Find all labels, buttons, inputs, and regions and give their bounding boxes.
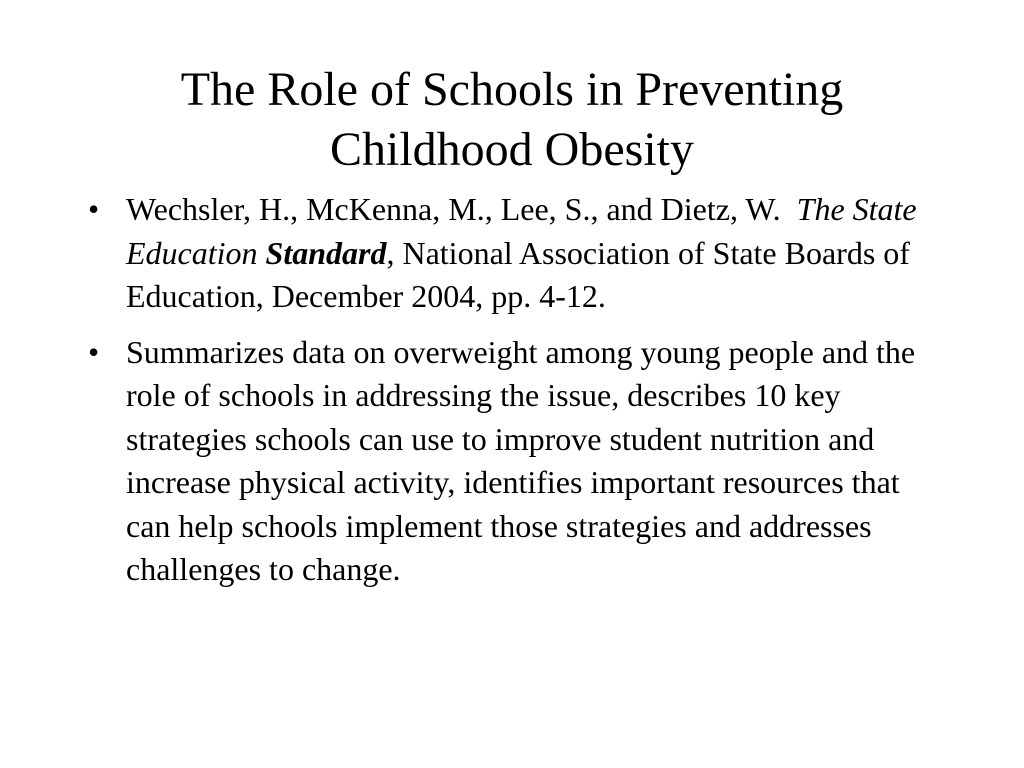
citation-authors: Wechsler, H., McKenna, M., Lee, S., and Dietz, W. <box>126 191 781 227</box>
bullet-marker: • <box>88 333 100 370</box>
bullet-list <box>88 188 948 604</box>
bullet-summary <box>88 331 948 592</box>
bullet-citation <box>88 188 948 319</box>
summary-text: Summarizes data on overweight among young people and the role of schools in addressing the issue, describes 10 key strategies schools can use to improve student nutrition and increase physical activity, identifies important resources that can help schools implement those strategies and addresses challenges to change. <box>126 333 916 587</box>
bullet-marker: • <box>88 191 100 227</box>
citation-journal-standard: Standard <box>265 234 387 271</box>
title-line-2: Childhood Obesity <box>329 123 694 176</box>
citation-journal: The State Education <box>126 191 917 271</box>
title-line-1: The Role of Schools in Preventing <box>180 63 844 116</box>
citation-publisher: , National Association of State Boards of Education, December 2004, pp. 4-12. <box>126 234 910 314</box>
slide-title <box>60 60 964 180</box>
